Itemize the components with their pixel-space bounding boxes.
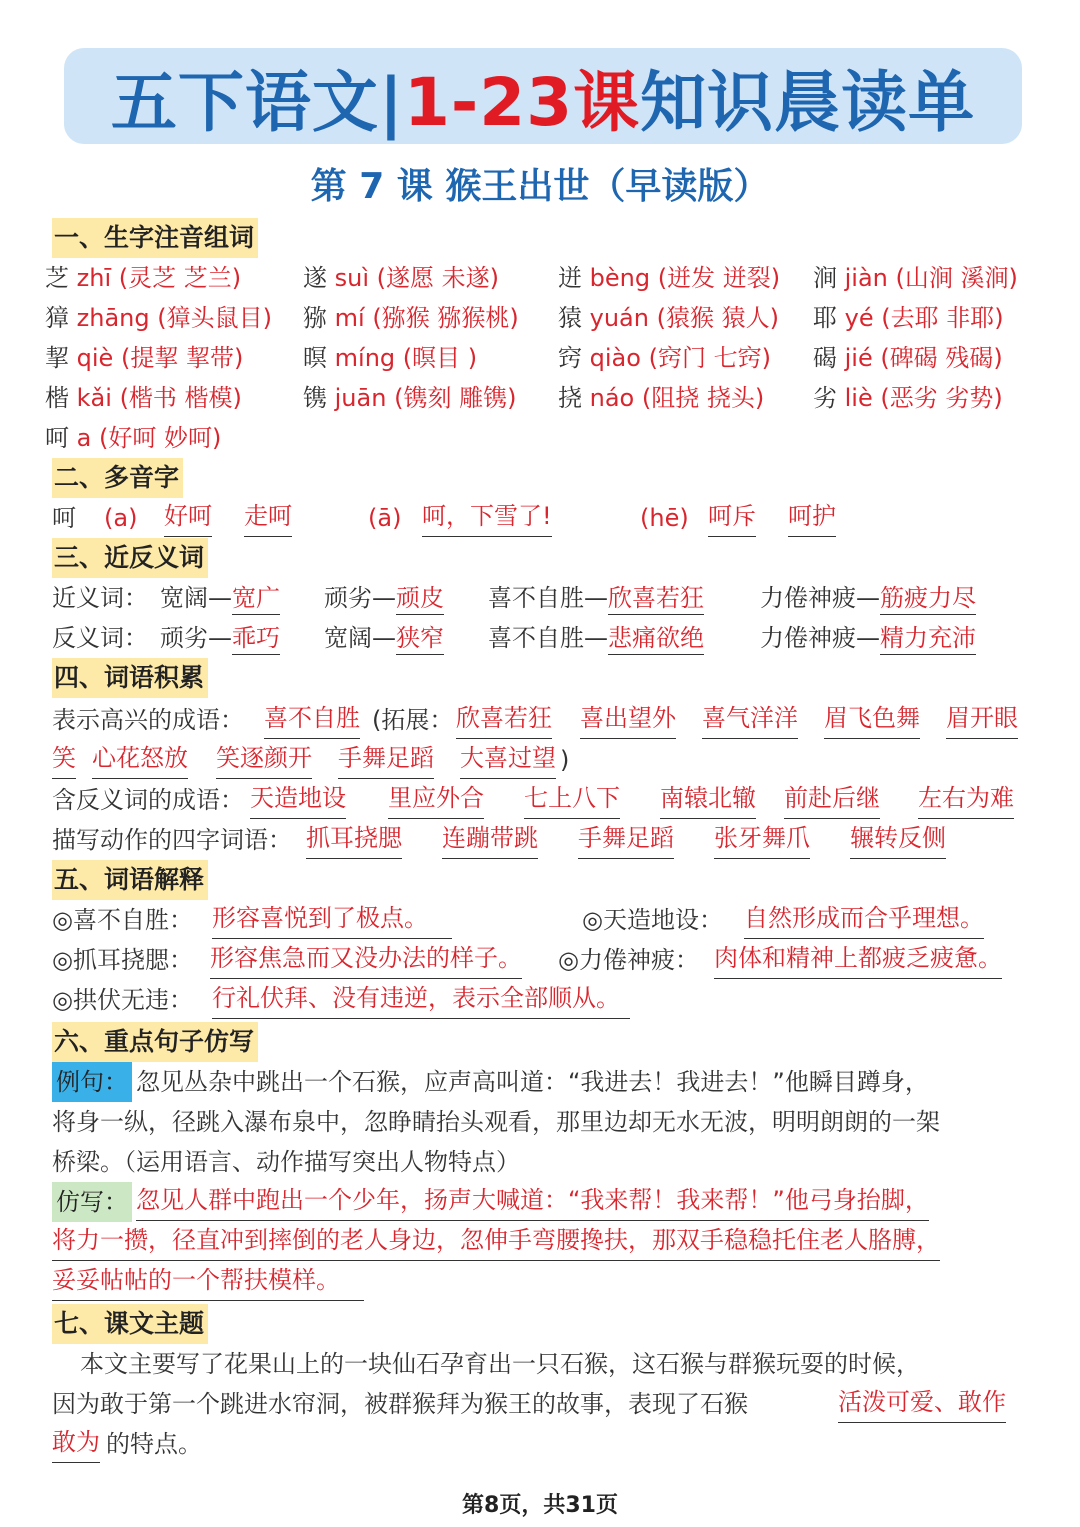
lesson-subtitle: 第 7 课 猴王出世（早读版） [310, 166, 770, 207]
char-row-1 [45, 258, 1045, 298]
vocab-antonym-idioms-row: 含反义词的成语： 天造地设 里应外合 七上八下 南辕北辙 前赴后继 左右为难 [52, 780, 1052, 820]
theme-line-3: 敢为 的特点。 [52, 1424, 1052, 1464]
char-item: 碣 jié (碑碣 残碣) [813, 344, 1003, 372]
section-heading-theme: 七、课文主题 [52, 1304, 208, 1344]
imitate-tag: 仿写： [52, 1182, 132, 1222]
title-part3: 知识晨读单 [640, 63, 976, 141]
char-item: 芝 zhī (灵芝 芝兰) [45, 264, 242, 292]
example-line-3: 桥梁。（运用语言、动作描写突出人物特点） [52, 1148, 520, 1176]
vocab-happy-row-2: 笑 心花怒放 笑逐颜开 手舞足蹈 大喜过望 ) [52, 740, 1052, 780]
section-heading-polyphone: 二、多音字 [52, 458, 183, 498]
section-heading-explanations: 五、词语解释 [52, 860, 208, 900]
char-item: 涧 jiàn (山涧 溪涧) [813, 264, 1018, 292]
char-row-4 [45, 378, 1045, 418]
char-item: 挈 qiè (提挈 挈带) [45, 344, 244, 372]
title-part1: 五下语文| [110, 63, 404, 141]
vocab-action-row: 描写动作的四字词语： 抓耳挠腮 连蹦带跳 手舞足蹈 张牙舞爪 辗转反侧 [52, 820, 1052, 860]
char-item: 猿 yuán (猿猴 猿人) [558, 304, 779, 332]
char-item: 獐 zhāng (獐头鼠目) [45, 304, 272, 332]
char-row-3 [45, 338, 1045, 378]
char-item: 窍 qiào (窍门 七窍) [558, 344, 771, 372]
imitate-line-2: 将力一攒，径直冲到摔倒的老人身边，忽伸手弯腰搀扶，那双手稳稳托住老人胳膊， [52, 1222, 1052, 1262]
example-tag: 例句： [52, 1062, 132, 1102]
section-heading-synonyms: 三、近反义词 [52, 538, 208, 578]
polyphone-row: 呵 (a) 好呵 走呵 (ā) 呵，下雪了! (hē) 呵斥 呵护 [52, 498, 1052, 538]
section-heading-characters: 一、生字注音组词 [52, 218, 258, 258]
theme-line-2: 因为敢于第一个跳进水帘洞，被群猴拜为猴王的故事，表现了石猴 活泼可爱、敢作 [52, 1384, 1052, 1424]
char-item: 呵 a (好呵 妙呵) [45, 424, 222, 452]
example-line-2: 将身一纵，径跳入瀑布泉中，忽睁睛抬头观看，那里边却无水无波，明明朗朗的一架 [52, 1108, 940, 1136]
char-item: 迸 bèng (迸发 迸裂) [558, 264, 781, 292]
synonym-row: 近义词： 宽阔—宽广 顽劣—顽皮 喜不自胜—欣喜若狂 力倦神疲—筋疲力尽 [52, 578, 1052, 618]
char-item: 劣 liè (恶劣 劣势) [813, 384, 1003, 412]
vocab-happy-row-1: 表示高兴的成语： 喜不自胜 (拓展： 欣喜若狂 喜出望外 喜气洋洋 眉飞色舞 眉开眼 [52, 700, 1052, 740]
char-item: 楷 kǎi (楷书 楷模) [45, 384, 242, 412]
explain-row-3: ◎拱伏无违： 行礼伏拜、没有违逆，表示全部顺从。 [52, 980, 1052, 1020]
title-part2: 1-23课 [403, 63, 641, 141]
char-row-5 [45, 418, 1045, 458]
imitate-line-3: 妥妥帖帖的一个帮扶模样。 [52, 1262, 1052, 1302]
title-banner [64, 48, 1022, 144]
example-line-1: 例句： 忽见丛杂中跳出一个石猴，应声高叫道：“我进去！我进去！”他瞬目蹲身， [52, 1062, 1052, 1102]
imitate-line-1: 仿写： 忽见人群中跑出一个少年，扬声大喊道：“我来帮！我来帮！”他弓身抬脚， [52, 1182, 1052, 1222]
char-item: 耶 yé (去耶 非耶) [813, 304, 1004, 332]
section-heading-vocabulary: 四、词语积累 [52, 658, 208, 698]
explain-row-1: ◎喜不自胜： 形容喜悦到了极点。 ◎天造地设： 自然形成而合乎理想。 [52, 900, 1052, 940]
char-item: 猕 mí (猕猴 猕猴桃) [303, 304, 519, 332]
char-item: 暝 míng (暝目 ) [303, 344, 478, 372]
theme-line-1: 本文主要写了花果山上的一块仙石孕育出一只石猴，这石猴与群猴玩耍的时候， [80, 1350, 920, 1378]
char-item: 挠 náo (阻挠 挠头) [558, 384, 765, 412]
char-row-2 [45, 298, 1045, 338]
page-footer: 第8页，共31页 [462, 1493, 618, 1518]
char-item: 遂 suì (遂愿 未遂) [303, 264, 500, 292]
section-heading-imitation: 六、重点句子仿写 [52, 1022, 258, 1062]
explain-row-2: ◎抓耳挠腮： 形容焦急而又没办法的样子。 ◎力倦神疲： 肉体和精神上都疲乏疲惫。 [52, 940, 1052, 980]
char-item: 镌 juān (镌刻 雕镌) [303, 384, 517, 412]
antonym-row: 反义词： 顽劣—乖巧 宽阔—狭窄 喜不自胜—悲痛欲绝 力倦神疲—精力充沛 [52, 618, 1052, 658]
